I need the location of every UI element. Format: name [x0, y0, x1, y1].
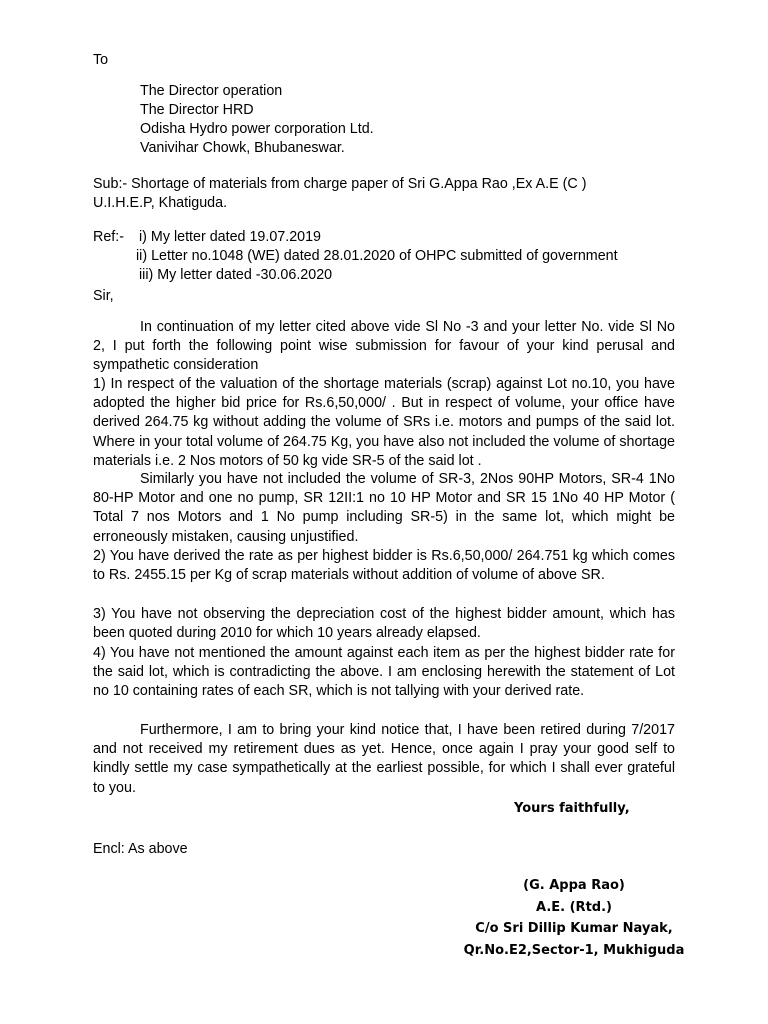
subject-line-1: Sub:- Shortage of materials from charge paper of Sri G.Appa Rao ,Ex A.E (C ) [93, 176, 587, 192]
signature-name: (G. Appa Rao) [523, 878, 625, 893]
signature-care-of: C/o Sri Dillip Kumar Nayak, [475, 921, 673, 936]
paragraph-point-2: 2) You have derived the rate as per highest bidder is Rs.6,50,000/ 264.751 kg which comes to Rs. 2455.15 per Kg of scrap materials without addition of volume of above SR. [93, 548, 675, 584]
paragraph-furthermore: Furthermore, I am to bring your kind notice that, I have been retired during 7/2017 and not received my retirement dues as yet. Hence, once again I pray your good self to kindly settle my case sympathetically at the earliest possible, for which I shall ever grateful to you. [93, 722, 675, 796]
reference-item: iii) My letter dated -30.06.2020 [139, 267, 333, 283]
enclosure: Encl: As above [93, 841, 188, 857]
signature-address: Qr.No.E2,Sector-1, Mukhiguda [463, 942, 685, 958]
paragraph-point-1: 1) In respect of the valuation of the shortage materials (scrap) against Lot no.10, you have adopted the higher bid price for Rs.6,50,000/ . But in respect of volume, your office have derived 264.75 kg without adding the volume of SRs i.e. motors and pumps of the said lot. Where in your total volume of 264.75 Kg, you have also not included the volume of shortage materials i.e. 2 Nos motors of 50 kg vide SR-5 of the said lot . [93, 376, 675, 469]
salutation: Sir, [93, 288, 114, 304]
reference-item: ii) Letter no.1048 (WE) dated 28.01.2020 of OHPC submitted of government [136, 248, 618, 264]
reference-label: Ref:- [93, 229, 124, 245]
addressee-line: Odisha Hydro power corporation Ltd. [140, 121, 374, 137]
reference-item: i) My letter dated 19.07.2019 [139, 229, 321, 245]
paragraph-point-3: 3) You have not observing the depreciation cost of the highest bidder amount, which has been quoted during 2010 for which 10 years already elapsed. [93, 606, 675, 642]
signature-designation: A.E. (Rtd.) [536, 899, 612, 915]
addressee-line: The Director operation [140, 83, 283, 99]
subject-line-2: U.I.H.E.P, Khatiguda. [93, 195, 228, 211]
addressee-line: Vanivihar Chowk, Bhubaneswar. [140, 140, 345, 156]
paragraph-point-4: 4) You have not mentioned the amount against each item as per the highest bidder rate for the said lot, which is contradicting the above. I am enclosing herewith the statement of Lot no 10 containing rates of each SR, which is not tallying with your derived rate. [93, 645, 675, 700]
closing: Yours faithfully, [514, 801, 630, 816]
signature-block [440, 875, 708, 961]
paragraph-intro: In continuation of my letter cited above vide Sl No -3 and your letter No. vide Sl No 2, I put forth the following point wise submission for favour of your kind perusal and sympathetic consideration [93, 319, 675, 374]
addressee-line: The Director HRD [140, 102, 254, 118]
addressee-block [140, 82, 374, 158]
to-label: To [93, 52, 109, 68]
paragraph-similarly: Similarly you have not included the volume of SR-3, 2Nos 90HP Motors, SR-4 1No 80-HP Motor and one no pump, SR 12II:1 no 10 HP Motor and SR 15 1No 40 HP Motor ( Total 7 nos Motors and 1 No pump including SR-5) in the same lot, which might be erroneously mistaken, causing unjustified. [93, 471, 675, 545]
